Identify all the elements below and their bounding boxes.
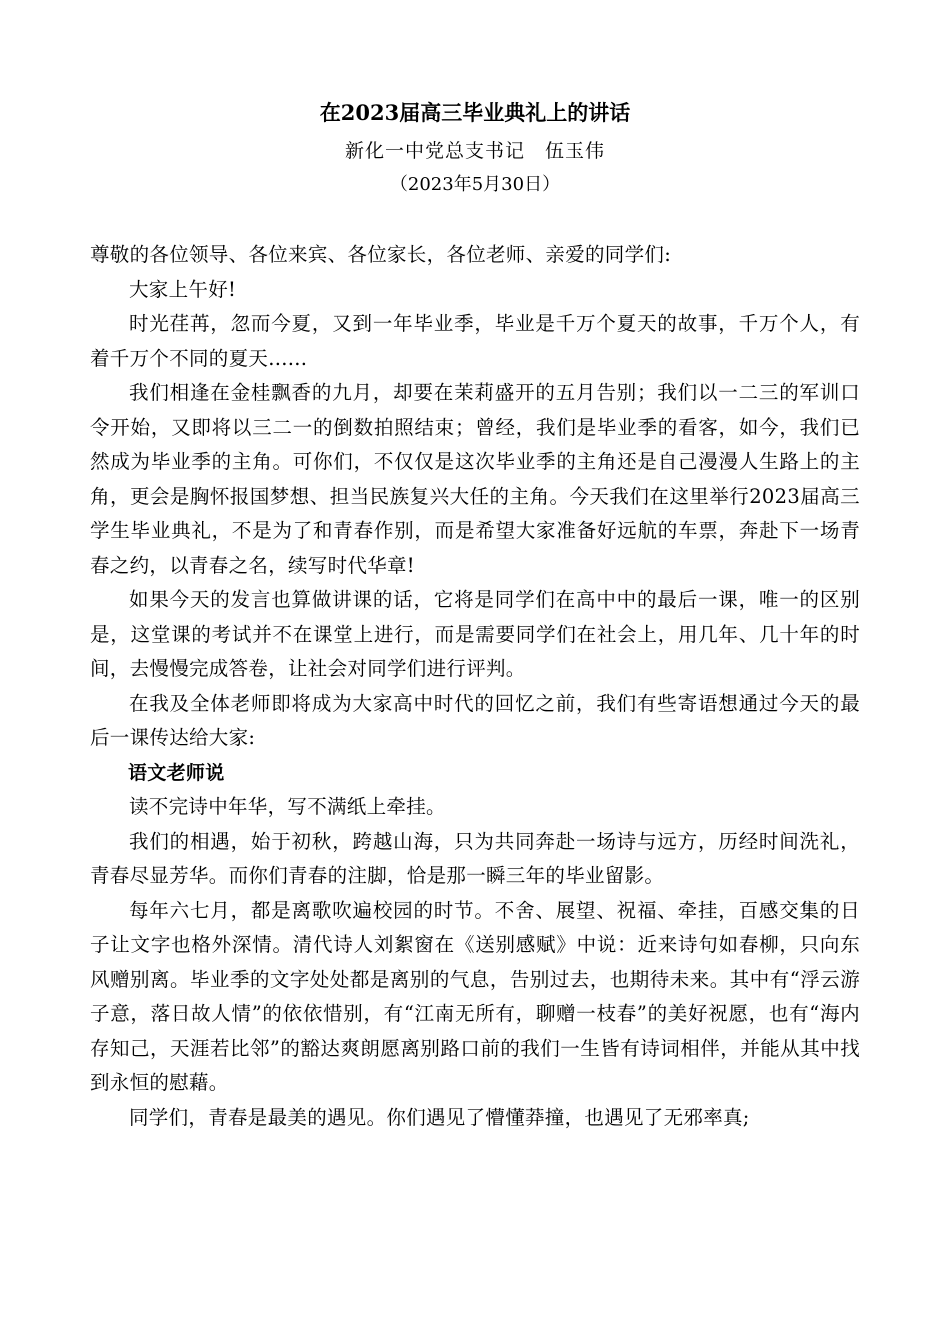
body-paragraph: 如果今天的发言也算做讲课的话，它将是同学们在高中中的最后一课，唯一的区别是，这堂课的考试并不在课堂上进行，而是需要同学们在社会上，用几年、几十年的时间，去慢慢完成答卷，让社会对同学们进行评判。 <box>90 588 860 680</box>
greeting-paragraph: 尊敬的各位领导、各位来宾、各位家长，各位老师、亲爱的同学们: <box>90 243 672 266</box>
body-paragraph: 时光荏苒，忽而今夏，又到一年毕业季，毕业是千万个夏天的故事，千万个人，有着千万个不同的夏天...... <box>90 312 860 370</box>
document-title: 在2023届高三毕业典礼上的讲话 <box>319 100 631 125</box>
body-paragraph: 同学们，青春是最美的遇见。你们遇见了懵懂莽撞，也遇见了无邪率真; <box>129 1105 750 1129</box>
spacer <box>90 202 860 238</box>
body-paragraph: 大家上午好! <box>129 277 237 301</box>
document-page <box>90 92 860 1135</box>
section-heading: 语文老师说 <box>128 761 225 784</box>
body-paragraph: 读不完诗中年华，写不满纸上牵挂。 <box>129 795 446 818</box>
body-paragraph: 在我及全体老师即将成为大家高中时代的回忆之前，我们有些寄语想通过今天的最后一课传达给大家: <box>90 691 860 749</box>
body-paragraph: 我们相逢在金桂飘香的九月，却要在茉莉盛开的五月告别；我们以一二三的军训口令开始，又即将以三二一的倒数拍照结束；曾经，我们是毕业季的看客，如今，我们已然成为毕业季的主角。可你们，不仅仅是这次毕业季的主角还是自己漫漫人生路上的主角，更会是胸怀报国梦想、担当民族复兴大任的主角。今天我们在这里举行2023届高三学生毕业典礼，不是为了和青春作别，而是希望大家准备好远航的车票，奔赴下一场青春之约，以青春之名，续写时代华章! <box>90 381 860 577</box>
speech-date: （2023年5月30日） <box>389 174 561 195</box>
body-paragraph: 我们的相遇，始于初秋，跨越山海，只为共同奔赴一场诗与远方，历经时间洗礼，青春尽显芳华。而你们青春的注脚，恰是那一瞬三年的毕业留影。 <box>90 829 860 887</box>
body-paragraph: 每年六七月，都是离歌吹遍校园的时节。不舍、展望、祝福、牵挂，百感交集的日子让文字也格外深情。清代诗人刘絮窗在《送别感赋》中说：近来诗句如春柳，只向东风赠别离。毕业季的文字处处都是离别的气息，告别过去，也期待未来。其中有“浮云游子意，落日故人情”的依依惜别，有“江南无所有，聊赠一枝春”的美好祝愿，也有“海内存知己，天涯若比邻”的豁达爽朗愿离别路口前的我们一生皆有诗词相伴，并能从其中找到永恒的慰藉。 <box>90 898 860 1094</box>
speaker-line: 新化一中党总支书记 伍玉伟 <box>344 140 605 162</box>
speech-body <box>90 238 860 1135</box>
